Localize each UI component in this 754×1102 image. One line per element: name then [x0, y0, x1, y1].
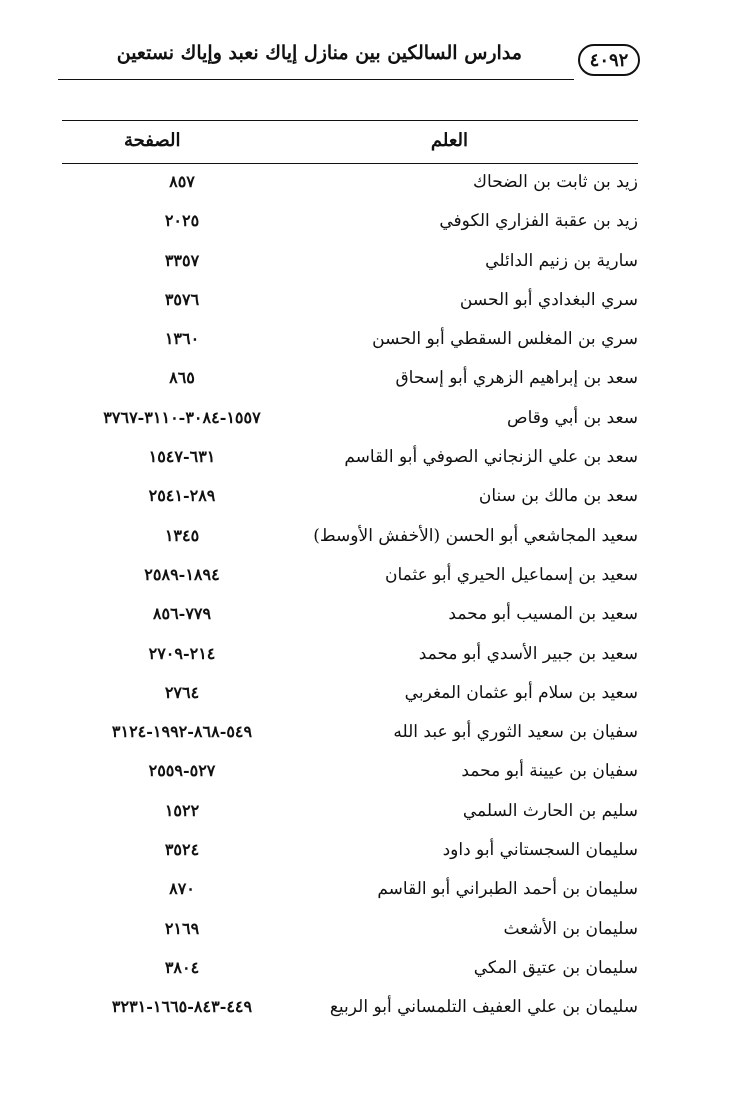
table-row	[62, 675, 638, 714]
page-references: ٢١٦٩	[164, 918, 200, 938]
table-row	[62, 321, 638, 360]
table-row	[62, 164, 638, 203]
page-references: ٣٣٥٧	[164, 250, 200, 270]
page-references: ٢٧٦٤	[164, 682, 200, 702]
person-name: سليمان السجستاني أبو داود	[442, 840, 638, 861]
page-references: ٢٨٩-٢٥٤١	[148, 486, 216, 506]
page-references: ١٣٤٥	[164, 525, 200, 545]
person-name: سري البغدادي أبو الحسن	[459, 289, 638, 310]
person-name: زيد بن عقبة الفزاري الكوفي	[439, 211, 638, 232]
running-title: مدارس السالكين بين منازل إياك نعبد وإياك نستعين	[116, 42, 522, 64]
table-row	[62, 989, 638, 1028]
person-name: سفيان بن عيينة أبو محمد	[461, 761, 638, 782]
table-row	[62, 203, 638, 242]
table-row	[62, 871, 638, 910]
table-row	[62, 243, 638, 282]
page-references: ١٥٢٢	[164, 800, 200, 820]
page-references: ٢٠٢٥	[164, 211, 200, 231]
table-row	[62, 636, 638, 675]
person-name: سليم بن الحارث السلمي	[462, 800, 638, 821]
person-name: زيد بن ثابت بن الضحاك	[473, 172, 638, 192]
person-name: سليمان بن عتيق المكي	[473, 957, 638, 978]
page-references: ٧٧٩-٨٥٦	[152, 604, 212, 624]
page-references: ٢١٤-٢٧٠٩	[148, 643, 216, 663]
person-name: سليمان بن علي العفيف التلمساني أبو الربيع	[329, 997, 638, 1018]
person-name: سعد بن إبراهيم الزهري أبو إسحاق	[395, 368, 638, 389]
page-references: ٨٧٠	[169, 879, 195, 899]
person-name: سليمان بن أحمد الطبراني أبو القاسم	[377, 879, 638, 900]
person-name: سعيد المجاشعي أبو الحسن (الأخفش الأوسط)	[313, 525, 638, 546]
page-references: ٣٨٠٤	[164, 957, 200, 977]
table-row	[62, 714, 638, 753]
person-name: سعيد بن إسماعيل الحيري أبو عثمان	[384, 564, 638, 585]
page-references: ٣٥٢٤	[164, 840, 200, 860]
page-references: ٤٤٩-٨٤٣-١٦٦٥-٣٢٣١	[111, 997, 253, 1017]
page-references: ١٥٥٧-٣٠٨٤-٣١١٠-٣٧٦٧	[103, 407, 261, 427]
page-references: ٨٦٥	[169, 368, 195, 388]
person-name: سعد بن مالك بن سنان	[478, 486, 638, 507]
person-name: سري بن المغلس السقطي أبو الحسن	[372, 329, 638, 350]
table-row	[62, 753, 638, 792]
page-references: ٥٢٧-٢٥٥٩	[148, 761, 216, 781]
table-row	[62, 793, 638, 832]
page-references: ١٣٦٠	[164, 329, 200, 349]
table-row	[62, 832, 638, 871]
table-row	[62, 478, 638, 517]
column-header-name: العلم	[430, 130, 468, 151]
index-table	[62, 120, 638, 1029]
person-name: سعيد بن سلام أبو عثمان المغربي	[404, 682, 638, 703]
person-name: سعد بن علي الزنجاني الصوفي أبو القاسم	[344, 447, 638, 468]
header-rule	[58, 79, 574, 80]
page-references: ٣٥٧٦	[164, 289, 200, 309]
page-references: ٨٥٧	[169, 172, 195, 191]
person-name: سفيان بن سعيد الثوري أبو عبد الله	[393, 722, 638, 743]
table-row	[62, 282, 638, 321]
page-references: ٦٣١-١٥٤٧	[148, 447, 216, 467]
table-row	[62, 950, 638, 989]
person-name: سعيد بن جبير الأسدي أبو محمد	[418, 643, 638, 664]
table-row	[62, 400, 638, 439]
table-row	[62, 360, 638, 399]
table-row	[62, 518, 638, 557]
person-name: سليمان بن الأشعث	[503, 918, 638, 939]
page-references: ١٨٩٤-٢٥٨٩	[144, 564, 220, 584]
table-header	[62, 120, 638, 164]
person-name: سعد بن أبي وقاص	[507, 407, 638, 428]
table-row	[62, 439, 638, 478]
table-body	[62, 164, 638, 1029]
table-row	[62, 596, 638, 635]
table-row	[62, 911, 638, 950]
person-name: سارية بن زنيم الدائلي	[485, 250, 638, 271]
page-number-badge: ٤٠٩٢	[578, 44, 640, 76]
table-row	[62, 557, 638, 596]
column-header-page: الصفحة	[124, 130, 181, 151]
person-name: سعيد بن المسيب أبو محمد	[448, 604, 638, 625]
page-references: ٥٤٩-٨٦٨-١٩٩٢-٣١٢٤	[111, 722, 253, 742]
page-header	[58, 34, 640, 94]
